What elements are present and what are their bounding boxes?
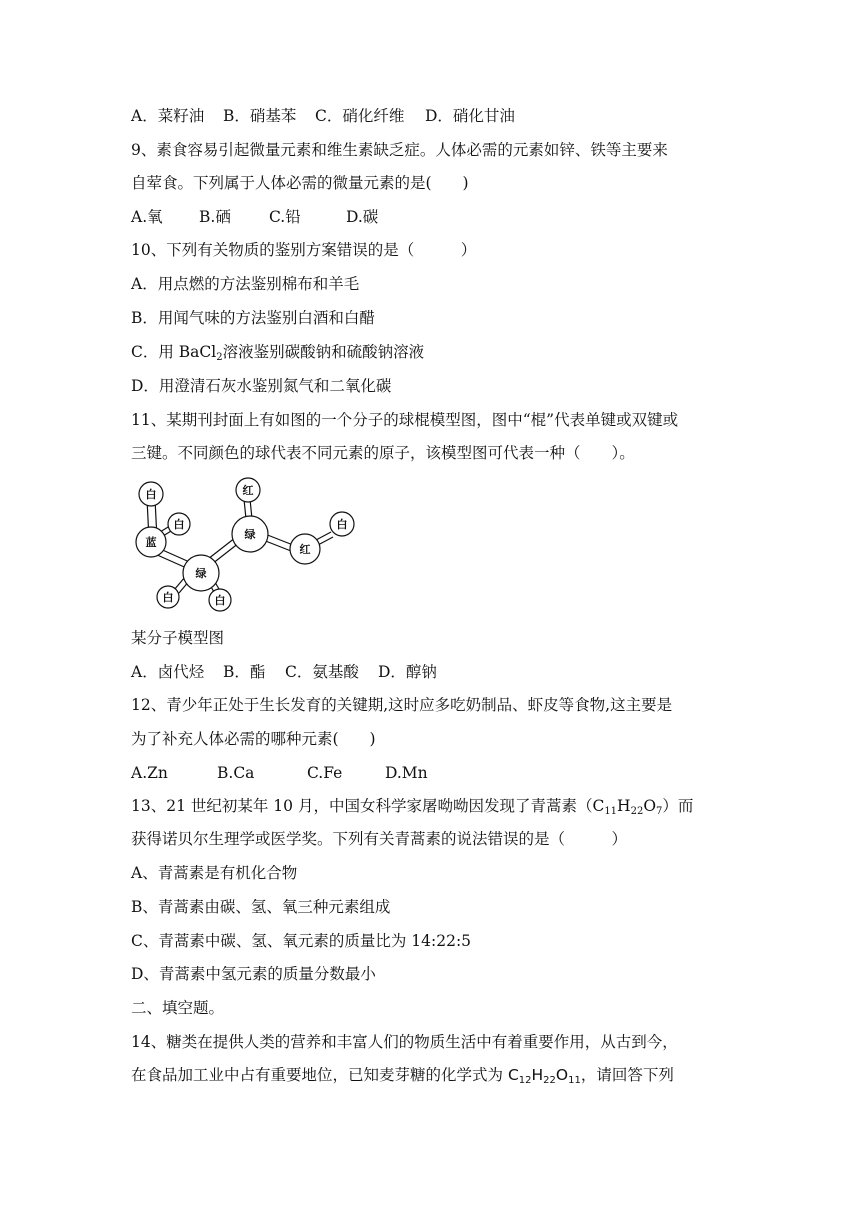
atom-label-green-2: 绿 bbox=[244, 528, 256, 541]
q14-line2-post: ，请回答下列 bbox=[580, 1066, 674, 1084]
q10-option-c-pre: C．用 BaCl bbox=[131, 343, 217, 361]
q13-h: H bbox=[617, 797, 631, 815]
q10-option-c-post: 溶液鉴别碳酸钠和硫酸钠溶液 bbox=[222, 343, 425, 361]
q13-o: O bbox=[643, 797, 657, 815]
q10-option-c-sub: 2 bbox=[216, 352, 223, 363]
atom-label-green-1: 绿 bbox=[195, 567, 207, 580]
atom-label-white-3: 白 bbox=[162, 591, 174, 604]
atom-label-red-2: 红 bbox=[299, 543, 311, 556]
q11-option-d: D．醇钠 bbox=[378, 663, 437, 681]
q10-option-b: B．用闻气味的方法鉴别白酒和白醋 bbox=[131, 309, 375, 327]
section-heading-fill-in: 二、填空题。 bbox=[131, 999, 225, 1017]
q10-option-c bbox=[131, 342, 424, 362]
q13-stem-line1 bbox=[131, 796, 693, 816]
q14-line2-pre: 在食品加工业中占有重要地位，已知麦芽糖的化学式为 bbox=[131, 1066, 508, 1084]
q12-option-d: D.Mn bbox=[385, 764, 428, 782]
q13-sub-h: 22 bbox=[630, 806, 644, 817]
q10-option-a: A．用点燃的方法鉴别棉布和羊毛 bbox=[131, 275, 360, 293]
q9-option-d: D.碳 bbox=[346, 208, 379, 226]
q11-option-a: A．卤代烃 bbox=[131, 663, 205, 681]
q8-options bbox=[131, 106, 515, 126]
atom-label-white-1: 白 bbox=[145, 488, 157, 501]
q12-stem-line2: 为了补充人体必需的哪种元素( ) bbox=[131, 730, 376, 748]
q14-formula-o: O bbox=[555, 1066, 569, 1084]
q8-option-a: A．菜籽油 bbox=[131, 107, 205, 125]
q10-option-d: D．用澄清石灰水鉴别氮气和二氧化碳 bbox=[131, 377, 392, 395]
atom-label-blue: 蓝 bbox=[145, 536, 157, 549]
q11-options bbox=[131, 662, 437, 682]
q13-line1-pre: 13、21 世纪初某年 10 月，中国女科学家屠呦呦因发现了青蒿素（C bbox=[131, 797, 605, 815]
q14-sub-c: 12 bbox=[518, 1075, 532, 1086]
q9-stem-line1: 9、素食容易引起微量元素和维生素缺乏症。人体必需的元素如锌、铁等主要来 bbox=[131, 141, 668, 159]
q13-sub-c: 11 bbox=[604, 806, 618, 817]
q13-line1-post: ）而 bbox=[662, 797, 694, 815]
atom-label-red-1: 红 bbox=[242, 484, 254, 497]
q12-option-a: A.Zn bbox=[131, 764, 168, 782]
q8-option-c: C．硝化纤维 bbox=[315, 107, 405, 125]
q9-stem-line2: 自荤食。下列属于人体必需的微量元素的是( ) bbox=[131, 174, 469, 192]
q13-option-b: B、青蒿素由碳、氢、氧三种元素组成 bbox=[131, 898, 391, 916]
q9-option-b: B.硒 bbox=[199, 208, 231, 226]
q14-formula-h: H bbox=[531, 1066, 544, 1084]
q13-option-a: A、青蒿素是有机化合物 bbox=[131, 864, 298, 882]
q12-options bbox=[131, 763, 428, 783]
q13-option-c: C、青蒿素中碳、氢、氧元素的质量比为 14:22:5 bbox=[131, 932, 472, 950]
q13-option-d: D、青蒿素中氢元素的质量分数最小 bbox=[131, 965, 376, 983]
q14-sub-h: 22 bbox=[543, 1075, 556, 1086]
q9-option-a: A.氧 bbox=[131, 208, 163, 226]
q8-option-b: B．硝基苯 bbox=[223, 107, 297, 125]
q14-sub-o: 11 bbox=[568, 1075, 581, 1086]
q12-stem-line1: 12、青少年正处于生长发育的关键期,这时应多吃奶制品、虾皮等食物,这主要是 bbox=[131, 696, 673, 714]
q9-option-c: C.铅 bbox=[269, 208, 301, 226]
q14-stem-line2 bbox=[131, 1065, 674, 1085]
q13-sub-o: 7 bbox=[656, 806, 663, 817]
q11-option-b: B．酯 bbox=[223, 663, 266, 681]
molecule-model-figure bbox=[128, 474, 368, 620]
q14-stem-line1: 14、糖类在提供人类的营养和丰富人们的物质生活中有着重要作用，从古到今， bbox=[131, 1033, 678, 1051]
q11-stem-line1: 11、某期刊封面上有如图的一个分子的球棍模型图，图中“棍”代表单键或双键或 bbox=[131, 411, 679, 429]
q8-option-d: D．硝化甘油 bbox=[425, 107, 515, 125]
q14-formula-c: C bbox=[507, 1066, 519, 1084]
q10-stem: 10、下列有关物质的鉴别方案错误的是（ ） bbox=[131, 241, 477, 259]
atom-label-white-5: 白 bbox=[336, 518, 348, 531]
q12-option-c: C.Fe bbox=[307, 764, 343, 782]
q12-option-b: B.Ca bbox=[217, 764, 255, 782]
q11-figure-caption: 某分子模型图 bbox=[131, 629, 225, 647]
q11-stem-line2: 三键。不同颜色的球代表不同元素的原子，该模型图可代表一种（ ）。 bbox=[131, 444, 635, 462]
q11-option-c: C．氨基酸 bbox=[285, 663, 359, 681]
atom-label-white-4: 白 bbox=[214, 594, 226, 607]
atom-label-white-2: 白 bbox=[173, 518, 185, 531]
q13-stem-line2: 获得诺贝尔生理学或医学奖。下列有关青蒿素的说法错误的是（ ） bbox=[131, 830, 628, 848]
q9-options bbox=[131, 207, 378, 227]
